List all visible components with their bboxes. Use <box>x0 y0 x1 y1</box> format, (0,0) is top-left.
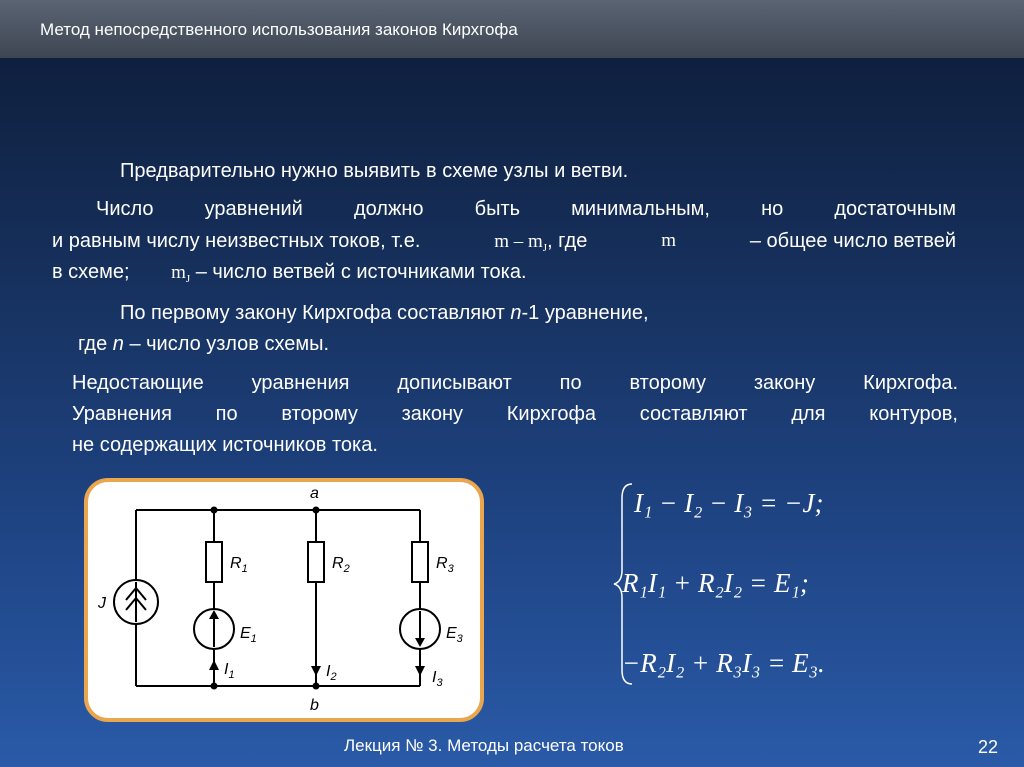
label-i2: $I_2$ <box>326 663 337 683</box>
p3-line2-b: – число узлов схемы. <box>129 333 330 355</box>
node-bottom-left-dot <box>211 683 218 690</box>
p4-line1: Недостающие уравнения дописывают по второму закону Кирхгофа. <box>72 372 958 394</box>
p3-line1-a: По первому закону Кирхгофа составляют <box>120 302 505 324</box>
label-r3: $R_3$ <box>436 555 454 575</box>
p2-mj-sub: J <box>185 273 191 285</box>
paragraph-equations-line3 <box>52 259 527 292</box>
p2-line3-a: в схеме; <box>52 261 130 283</box>
paragraph-second-law-line2 <box>72 401 958 427</box>
i1-arrow-icon <box>209 660 219 670</box>
node-top-left-dot <box>211 507 218 514</box>
p2-line2-a: и равным числу неизвестных токов, т.е. <box>52 230 421 252</box>
slide-title: Метод непосредственного использования законов Кирхгофа <box>40 20 518 39</box>
circuit-diagram <box>84 478 484 722</box>
p2-line2-c: – общее число ветвей <box>749 230 956 252</box>
p2-mj-text: m <box>171 262 186 283</box>
label-node-a: a <box>310 485 319 502</box>
paragraph-equations-line1 <box>96 196 956 222</box>
resistor-r1 <box>206 542 222 582</box>
label-r2: $R_2$ <box>332 555 350 575</box>
label-r1: $R_1$ <box>230 555 248 575</box>
p2-formula-sub: J <box>542 242 548 254</box>
equation-system <box>612 478 872 698</box>
paragraph-second-law-line3 <box>72 432 378 458</box>
resistor-r2 <box>308 542 324 582</box>
paragraph-equations-line2 <box>52 228 956 261</box>
node-b-dot <box>313 683 320 690</box>
p3-n: n <box>510 302 522 324</box>
p4-line3: не содержащих источников тока. <box>72 434 378 456</box>
label-j: J <box>98 595 106 612</box>
equation-1: I₁ − I₂ − I₃ = −J; <box>634 488 824 518</box>
p2-line1: Число уравнений должно быть минимальным, но достаточным <box>96 198 956 220</box>
page-number: 22 <box>978 737 999 757</box>
equation-3: −R₂I₂ + R₃I₃ = E₃. <box>622 648 825 678</box>
p2-mj <box>171 262 190 283</box>
label-e3: $E_3$ <box>446 625 463 645</box>
paragraph-first-law-line1 <box>120 300 649 326</box>
paragraph-second-law-line1 <box>72 370 958 396</box>
node-a-dot <box>313 507 320 514</box>
p3-line1-b: -1 уравнение, <box>521 302 649 324</box>
label-i3: $I_3$ <box>432 669 443 689</box>
header-bar <box>0 0 1024 58</box>
p4-line2: Уравнения по второму закону Кирхгофа составляют для контуров, <box>72 403 958 425</box>
label-i1: $I_1$ <box>224 661 235 681</box>
resistor-r3 <box>412 542 428 582</box>
p2-formula-text: m – m <box>494 231 543 252</box>
paragraph-nodes <box>120 158 628 184</box>
p3-n2: n <box>112 333 124 355</box>
p3-line2-a: где <box>78 333 108 355</box>
p2-line2-b: , где <box>547 230 588 252</box>
i3-arrow-icon <box>415 666 425 676</box>
p2-line3-b: – число ветвей с источниками тока. <box>195 261 527 283</box>
i2-arrow-icon <box>311 666 321 676</box>
paragraph-first-law-line2 <box>78 331 329 357</box>
p2-formula <box>494 228 587 261</box>
label-node-b: b <box>310 697 319 714</box>
paragraph-nodes-text: Предварительно нужно выявить в схеме узлы и ветви. <box>120 160 629 182</box>
footer-lecture-title: Лекция № 3. Методы расчета токов <box>344 736 624 755</box>
circuit-svg <box>88 482 480 718</box>
label-e1: $E_1$ <box>240 625 257 645</box>
equation-2: R₁I₁ + R₂I₂ = E₁; <box>622 568 809 598</box>
p2-m: m <box>661 230 676 251</box>
